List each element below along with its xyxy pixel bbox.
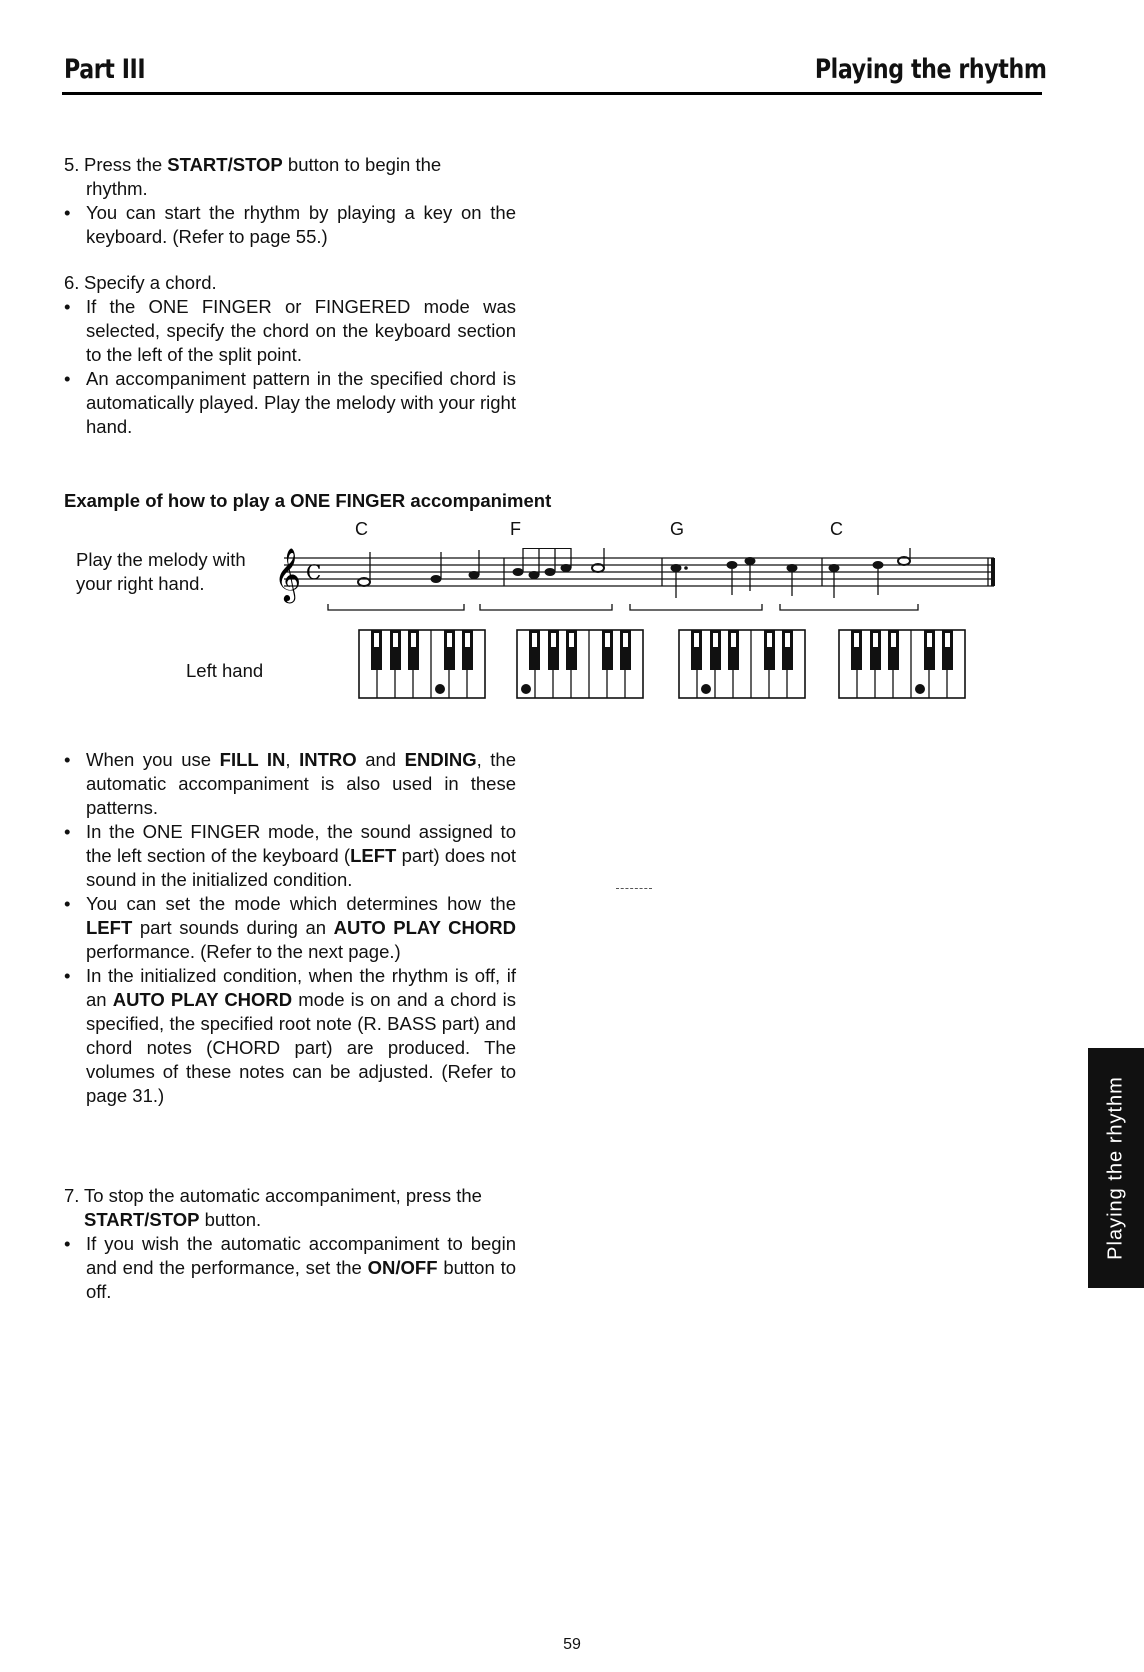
- note-bullet-1: • When you use FILL IN, INTRO and ENDING, the automatic accompaniment is also used in these patterns.: [64, 748, 516, 820]
- note-bullet-4: • In the initialized condition, when the rhythm is off, if an AUTO PLAY CHORD mode is on and a chord is specified, the specified root note (R. BASS part) and chord notes (CHORD part) are produced. The volumes of these notes can be adjusted. (Refer to page 31.): [64, 964, 516, 1108]
- section-label: Part III: [64, 54, 146, 85]
- step-5-bullet: • You can start the rhythm by playing a key on the keyboard. (Refer to page 55.): [64, 201, 516, 249]
- stray-mark: [616, 888, 652, 889]
- left-hand-label: Left hand: [186, 660, 264, 681]
- steps-top: [64, 153, 516, 439]
- side-tab-label: Playing the rhythm: [1104, 1076, 1127, 1260]
- step-6-bullet-1: • If the ONE FINGER or FINGERED mode was selected, specify the chord on the keyboard section to the left of the split point.: [64, 295, 516, 367]
- keyboard-chord-f: [516, 629, 644, 699]
- keyboard-chord-c-2: [838, 629, 966, 699]
- header-rule: [62, 92, 1042, 95]
- treble-clef: 𝄞: [274, 548, 302, 601]
- melody-label: Play the melody with your right hand.: [76, 549, 246, 594]
- note-bullet-3: • You can set the mode which determines how the LEFT part sounds during an AUTO PLAY CHORD performance. (Refer to the next page.): [64, 892, 516, 964]
- step-5-cont: rhythm.: [86, 178, 148, 199]
- step-7-block: [64, 1184, 516, 1304]
- step-6: 6. Specify a chord.: [64, 272, 217, 293]
- step-5: 5. Press the START/STOP button to begin the: [64, 154, 442, 175]
- step-7-bullet: • If you wish the automatic accompaniment to begin and end the performance, set the ON/OFF button to off.: [64, 1232, 516, 1304]
- side-tab: [1088, 1048, 1144, 1288]
- step-6-bullet-2: • An accompaniment pattern in the specified chord is automatically played. Play the melody with your right hand.: [64, 367, 516, 439]
- page-number: 59: [563, 1636, 581, 1653]
- chord-label: C: [355, 519, 368, 539]
- chord-label: C: [830, 519, 843, 539]
- chord-label: F: [510, 519, 521, 539]
- time-signature: C: [306, 560, 322, 584]
- keyboard-chord-c: [358, 629, 486, 699]
- chord-label: G: [670, 519, 685, 539]
- example-title: Example of how to play a ONE FINGER accompaniment: [64, 490, 552, 511]
- step-7: 7. To stop the automatic accompaniment, press the START/STOP button.: [64, 1185, 482, 1230]
- note-bullet-2: • In the ONE FINGER mode, the sound assigned to the left section of the keyboard (LEFT part) does not sound in the initialized condition.: [64, 820, 516, 892]
- notes-block: [64, 748, 516, 1108]
- chord-brackets: [328, 604, 918, 610]
- music-staff: [272, 548, 1002, 618]
- keyboard-chord-g: [678, 629, 806, 699]
- chapter-title: Playing the rhythm: [814, 54, 1046, 85]
